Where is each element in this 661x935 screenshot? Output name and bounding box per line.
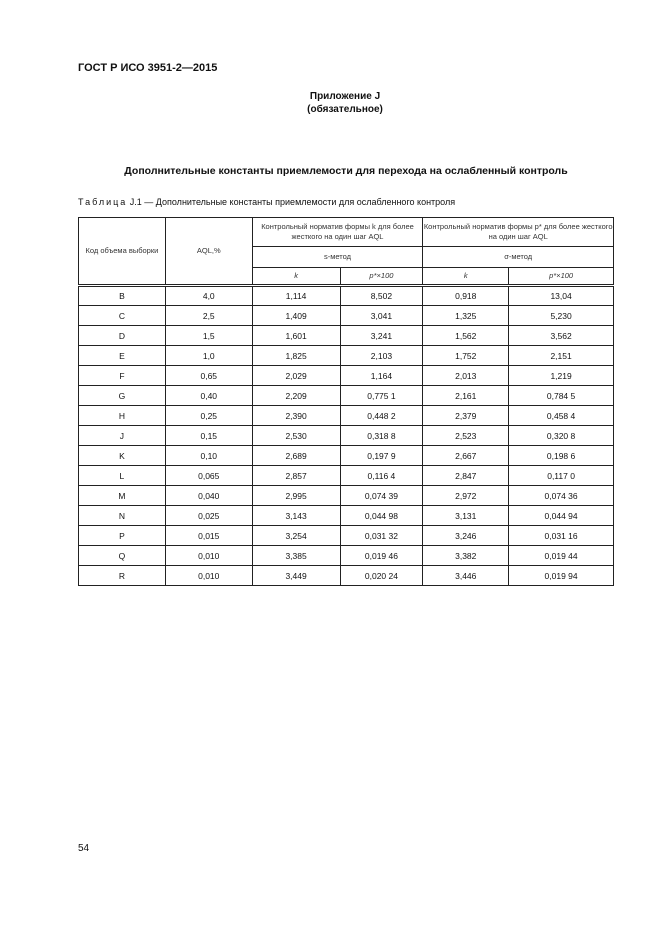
- cell-p-s: 0,020 24: [340, 566, 423, 586]
- cell-code: E: [79, 346, 166, 366]
- cell-aql: 0,010: [165, 546, 252, 566]
- cell-p-sigma: 0,031 16: [509, 526, 614, 546]
- table-row: [79, 506, 614, 526]
- cell-code: F: [79, 366, 166, 386]
- constants-table: [78, 217, 614, 586]
- caption-label: Таблица: [78, 197, 128, 207]
- header-code: Код объема выборки: [79, 218, 166, 286]
- cell-aql: 0,025: [165, 506, 252, 526]
- cell-k-sigma: 2,523: [423, 426, 509, 446]
- header-s-method: s-метод: [252, 247, 423, 268]
- table-row: [79, 466, 614, 486]
- cell-code: K: [79, 446, 166, 466]
- cell-p-sigma: 0,458 4: [509, 406, 614, 426]
- cell-p-s: 0,775 1: [340, 386, 423, 406]
- cell-k-sigma: 2,667: [423, 446, 509, 466]
- cell-p-sigma: 1,219: [509, 366, 614, 386]
- cell-p-s: 8,502: [340, 286, 423, 306]
- cell-k-sigma: 2,972: [423, 486, 509, 506]
- header-aql: AQL,%: [165, 218, 252, 286]
- cell-p-sigma: 0,320 8: [509, 426, 614, 446]
- cell-p-sigma: 0,044 94: [509, 506, 614, 526]
- cell-p-sigma: 0,019 44: [509, 546, 614, 566]
- header-k-s: k: [294, 271, 298, 280]
- cell-k-sigma: 3,246: [423, 526, 509, 546]
- section-heading: Дополнительные константы приемлемости для перехода на ослабленный контроль: [124, 165, 568, 177]
- cell-p-s: 2,103: [340, 346, 423, 366]
- cell-k-s: 1,825: [252, 346, 340, 366]
- cell-k-s: 1,409: [252, 306, 340, 326]
- cell-k-sigma: 2,379: [423, 406, 509, 426]
- cell-aql: 2,5: [165, 306, 252, 326]
- appendix-heading: [0, 90, 661, 116]
- table-row: [79, 486, 614, 506]
- cell-k-s: 1,601: [252, 326, 340, 346]
- caption-text: J.1 — Дополнительные константы приемлемости для ослабленного контроля: [127, 197, 456, 207]
- cell-p-s: 0,044 98: [340, 506, 423, 526]
- cell-aql: 1,0: [165, 346, 252, 366]
- table-row: [79, 566, 614, 586]
- table-row: [79, 406, 614, 426]
- cell-aql: 0,40: [165, 386, 252, 406]
- cell-code: Q: [79, 546, 166, 566]
- cell-k-s: 1,114: [252, 286, 340, 306]
- cell-code: J: [79, 426, 166, 446]
- table-row: [79, 546, 614, 566]
- cell-aql: 0,010: [165, 566, 252, 586]
- cell-p-sigma: 0,784 5: [509, 386, 614, 406]
- cell-p-s: 0,318 8: [340, 426, 423, 446]
- cell-k-s: 2,530: [252, 426, 340, 446]
- cell-code: L: [79, 466, 166, 486]
- cell-k-sigma: 2,847: [423, 466, 509, 486]
- cell-k-sigma: 1,562: [423, 326, 509, 346]
- cell-aql: 0,65: [165, 366, 252, 386]
- table-row: [79, 306, 614, 326]
- cell-p-s: 0,448 2: [340, 406, 423, 426]
- table-row: [79, 426, 614, 446]
- cell-aql: 0,15: [165, 426, 252, 446]
- cell-p-s: 0,074 39: [340, 486, 423, 506]
- cell-p-s: 0,197 9: [340, 446, 423, 466]
- table-row: [79, 526, 614, 546]
- cell-k-s: 2,689: [252, 446, 340, 466]
- cell-k-sigma: 3,446: [423, 566, 509, 586]
- header-p-sigma: p*×100: [549, 271, 574, 280]
- cell-k-sigma: 0,918: [423, 286, 509, 306]
- cell-k-sigma: 1,325: [423, 306, 509, 326]
- page-number: 54: [78, 843, 90, 854]
- cell-p-s: 0,031 32: [340, 526, 423, 546]
- table-row: [79, 346, 614, 366]
- cell-p-sigma: 2,151: [509, 346, 614, 366]
- cell-code: D: [79, 326, 166, 346]
- cell-code: G: [79, 386, 166, 406]
- cell-aql: 0,10: [165, 446, 252, 466]
- cell-code: B: [79, 286, 166, 306]
- cell-p-sigma: 0,019 94: [509, 566, 614, 586]
- cell-k-s: 2,390: [252, 406, 340, 426]
- cell-k-s: 3,254: [252, 526, 340, 546]
- cell-p-sigma: 0,198 6: [509, 446, 614, 466]
- cell-p-s: 3,241: [340, 326, 423, 346]
- cell-k-s: 2,995: [252, 486, 340, 506]
- cell-k-s: 3,385: [252, 546, 340, 566]
- appendix-title: Приложение J: [309, 91, 381, 102]
- cell-p-sigma: 13,04: [509, 286, 614, 306]
- cell-aql: 1,5: [165, 326, 252, 346]
- cell-code: P: [79, 526, 166, 546]
- table-row: [79, 446, 614, 466]
- cell-k-s: 3,449: [252, 566, 340, 586]
- cell-k-sigma: 3,131: [423, 506, 509, 526]
- cell-k-sigma: 1,752: [423, 346, 509, 366]
- cell-code: H: [79, 406, 166, 426]
- cell-p-sigma: 3,562: [509, 326, 614, 346]
- document-code: ГОСТ Р ИСО 3951-2—2015: [78, 62, 218, 74]
- cell-p-s: 3,041: [340, 306, 423, 326]
- cell-p-s: 0,116 4: [340, 466, 423, 486]
- cell-k-sigma: 2,013: [423, 366, 509, 386]
- cell-code: R: [79, 566, 166, 586]
- cell-aql: 0,065: [165, 466, 252, 486]
- cell-p-s: 0,019 46: [340, 546, 423, 566]
- table-row: [79, 326, 614, 346]
- cell-aql: 0,015: [165, 526, 252, 546]
- cell-p-sigma: 0,117 0: [509, 466, 614, 486]
- cell-p-sigma: 5,230: [509, 306, 614, 326]
- cell-code: C: [79, 306, 166, 326]
- cell-k-sigma: 2,161: [423, 386, 509, 406]
- table-row: [79, 386, 614, 406]
- table-row: [79, 286, 614, 306]
- cell-aql: 0,040: [165, 486, 252, 506]
- header-sigma-method: σ-метод: [423, 247, 614, 268]
- header-p-group: Контрольный норматив формы p* для более жесткого на один шаг AQL: [423, 218, 614, 247]
- cell-k-sigma: 3,382: [423, 546, 509, 566]
- cell-code: M: [79, 486, 166, 506]
- cell-k-s: 3,143: [252, 506, 340, 526]
- cell-k-s: 2,029: [252, 366, 340, 386]
- header-k-group: Контрольный норматив формы k для более жесткого на один шаг AQL: [252, 218, 423, 247]
- header-k-sigma: k: [463, 271, 468, 280]
- cell-p-sigma: 0,074 36: [509, 486, 614, 506]
- cell-aql: 4,0: [165, 286, 252, 306]
- table-caption: [78, 197, 455, 207]
- header-p-s: p*×100: [369, 271, 394, 280]
- cell-p-s: 1,164: [340, 366, 423, 386]
- table-row: [79, 366, 614, 386]
- cell-k-s: 2,857: [252, 466, 340, 486]
- cell-k-s: 2,209: [252, 386, 340, 406]
- cell-aql: 0,25: [165, 406, 252, 426]
- appendix-note: (обязательное): [307, 104, 383, 115]
- cell-code: N: [79, 506, 166, 526]
